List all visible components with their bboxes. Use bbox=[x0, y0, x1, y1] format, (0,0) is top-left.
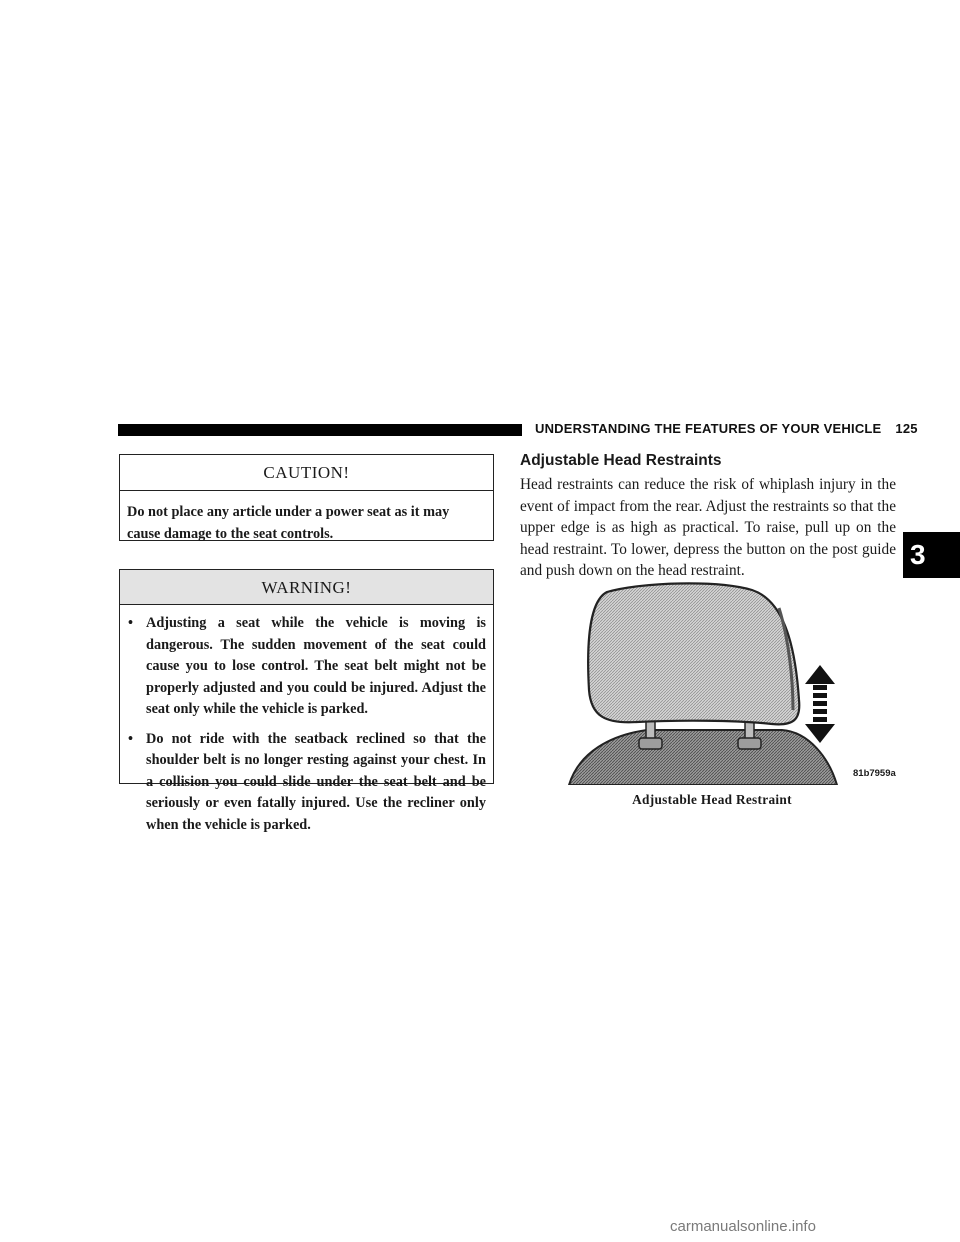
figure-caption: Adjustable Head Restraint bbox=[632, 792, 792, 807]
watermark-link[interactable]: carmanualsonline.info bbox=[670, 1218, 816, 1235]
warning-list bbox=[120, 605, 493, 836]
warning-title: WARNING! bbox=[120, 570, 493, 605]
warning-item-text: Do not ride with the seatback reclined so that the shoulder belt is no longer resting against your chest. In a collision you could slide under the seat belt and be seriously or even fatally injured. Use the recliner only when the vehicle is parked. bbox=[146, 730, 486, 833]
caution-box bbox=[119, 454, 494, 541]
warning-item bbox=[128, 613, 486, 721]
post-guide-right bbox=[738, 738, 761, 749]
warning-item-text: Adjusting a seat while the vehicle is moving is dangerous. The sudden movement of the seat could cause you to lose control. The seat belt might not be properly adjusted and you could be injured. Adjust the seat only while the vehicle is parked. bbox=[146, 615, 486, 717]
warning-item bbox=[128, 729, 486, 837]
bullet-icon: • bbox=[128, 730, 134, 747]
seatback-shape bbox=[569, 730, 837, 785]
chapter-tab: 3 bbox=[903, 532, 960, 578]
caution-body: Do not place any article under a power seat as it may cause damage to the seat controls. bbox=[127, 504, 450, 542]
warning-box bbox=[119, 569, 494, 833]
up-down-arrow-icon bbox=[805, 665, 835, 743]
section-heading: Adjustable Head Restraints bbox=[520, 452, 722, 469]
caution-title: CAUTION! bbox=[120, 455, 493, 491]
head-restraint-shape bbox=[588, 583, 799, 724]
header-title: UNDERSTANDING THE FEATURES OF YOUR VEHICLE bbox=[535, 421, 882, 436]
figure-code: 81b7959a bbox=[853, 768, 896, 779]
running-header bbox=[535, 421, 918, 436]
page-number: 125 bbox=[895, 421, 918, 436]
section-body: Head restraints can reduce the risk of whiplash injury in the event of impact from the rear. Adjust the restraints so that the upper edge is as high as practical. To raise, pull up on the head restraint. To lower, depress the button on the post guide and push down on the head restraint. bbox=[520, 476, 896, 579]
head-restraint-illustration bbox=[567, 580, 857, 785]
bullet-icon: • bbox=[128, 615, 134, 631]
header-bar bbox=[118, 424, 522, 436]
post-guide-left bbox=[639, 738, 662, 749]
